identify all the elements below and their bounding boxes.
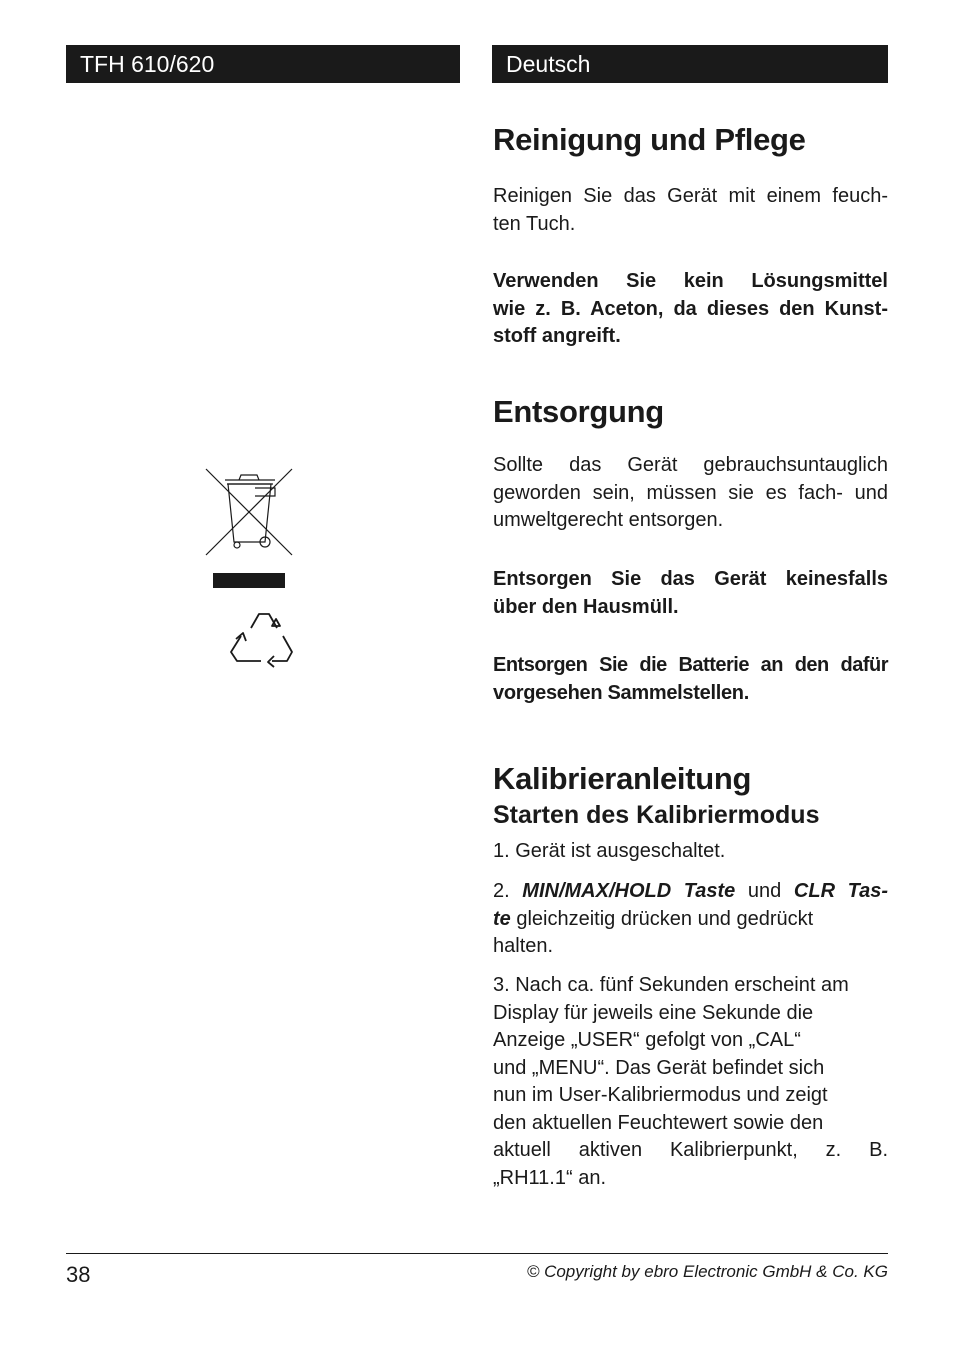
text-line: Entsorgen Sie das Gerät keinesfalls: [493, 568, 888, 590]
text-line: Entsorgen Sie die Batterie an den dafür: [493, 654, 888, 676]
language-title-bar: [492, 45, 888, 83]
min-max-hold-key: MIN/MAX/HOLD Taste: [522, 880, 736, 902]
crossed-out-wheelie-bin-icon: [203, 466, 295, 590]
recycling-icon: [225, 610, 297, 674]
text-line: nun im User-Kalibriermodus und zeigt: [493, 1084, 828, 1106]
text-line: halten.: [493, 935, 554, 957]
text-line: [493, 906, 888, 934]
text-line: Sollte das Gerät gebrauchsuntauglich: [493, 454, 888, 476]
disposal-paragraph: [493, 452, 888, 535]
calibration-heading: Kalibrieranleitung: [493, 761, 752, 796]
conjunction: und: [735, 880, 794, 902]
disposal-warning: [493, 566, 888, 621]
calibration-step-3: [493, 972, 888, 1192]
text-line: [493, 878, 888, 906]
disposal-heading: Entsorgung: [493, 394, 664, 429]
text-segment: gleichzeitig drücken und gedrückt: [510, 907, 814, 930]
calibration-section: [493, 761, 888, 797]
text-line: den aktuellen Feuchtewert sowie den: [493, 1111, 824, 1134]
text-line: umweltgerecht entsorgen.: [493, 509, 724, 531]
cleaning-paragraph: [493, 183, 888, 238]
text-line: wie z. B. Aceton, da dieses den Kunst-: [493, 297, 888, 320]
text-line: Reinigen Sie das Gerät mit einem feuch-: [493, 185, 888, 207]
text-line: aktuell aktiven Kalibrierpunkt, z. B.: [493, 1139, 888, 1161]
copyright-notice: © Copyright by ebro Electronic GmbH & Co. KG: [526, 1262, 888, 1281]
footer-rule: [66, 1253, 888, 1254]
calibration-subheading: Starten des Kalibriermodus: [493, 801, 820, 829]
text-line: 1. Gerät ist ausgeschaltet.: [493, 840, 726, 862]
text-line: stoff angreift.: [493, 325, 621, 347]
calibration-step-2: [493, 878, 888, 961]
text-line: „RH11.1“ an.: [493, 1166, 607, 1189]
calibration-subsection: [493, 800, 888, 830]
product-title: TFH 610/620: [80, 51, 215, 77]
page-number: 38: [66, 1262, 91, 1287]
clr-key-continued: te: [493, 907, 511, 930]
cleaning-heading: Reinigung und Pflege: [493, 122, 806, 157]
cleaning-warning: [493, 268, 888, 351]
language-title: Deutsch: [506, 51, 591, 77]
text-line: Anzeige „USER“ gefolgt von „CAL“: [493, 1029, 801, 1051]
cleaning-section: [493, 122, 888, 158]
product-title-bar: [66, 45, 460, 83]
text-line: Display für jeweils eine Sekunde die: [493, 1001, 814, 1024]
step-number: 2.: [493, 880, 523, 902]
text-line: geworden sein, müssen sie es fach- und: [493, 481, 888, 504]
calibration-step-1: [493, 838, 888, 866]
text-line: ten Tuch.: [493, 212, 576, 235]
text-line: über den Hausmüll.: [493, 595, 679, 618]
clr-key: CLR Tas-: [793, 880, 889, 902]
text-line: Verwenden Sie kein Lösungsmittel: [493, 270, 888, 292]
text-line: 3. Nach ca. fünf Sekunden erscheint am: [493, 974, 849, 996]
battery-disposal-note: [493, 652, 888, 707]
text-line: und „MENU“. Das Gerät befindet sich: [493, 1056, 825, 1079]
disposal-section: [493, 394, 888, 430]
text-line: vorgesehen Sammelstellen.: [493, 681, 749, 704]
